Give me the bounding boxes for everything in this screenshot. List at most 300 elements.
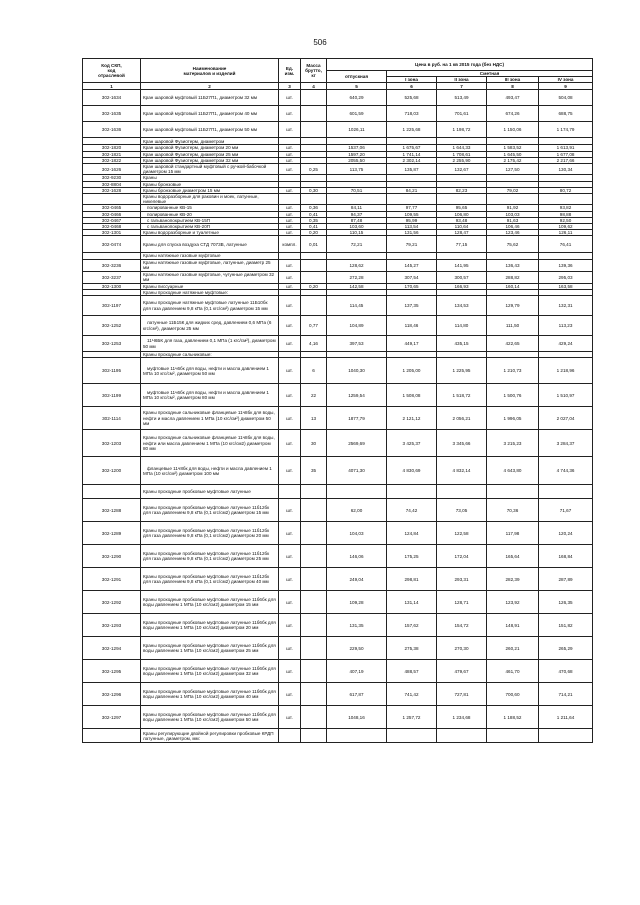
- price-release-cell: 128,62: [327, 259, 387, 271]
- price-zone4-cell: 168,84: [539, 545, 593, 568]
- page-number: 506: [313, 38, 327, 47]
- price-zone2-cell: 172,04: [437, 545, 487, 568]
- price-zone4-cell: 470,68: [539, 660, 593, 683]
- price-release-cell: [327, 194, 387, 205]
- name-cell: 11Ч6БК для газа, давлением 0,1 МПа (1 кгс/см²), диаметром 50 мм: [141, 336, 279, 352]
- name-cell: Краны водоразборные для раковин и моек, латунные, никелевые: [141, 194, 279, 205]
- price-zone1-cell: 145,27: [387, 259, 437, 271]
- unit-cell: шт.: [279, 660, 301, 683]
- price-release-cell: 617,87: [327, 683, 387, 706]
- price-zone3-cell: 422,65: [487, 336, 539, 352]
- table-row: [83, 122, 593, 138]
- table-row: [83, 706, 593, 729]
- col-number: 3: [279, 83, 301, 90]
- price-zone1-cell: 79,21: [387, 236, 437, 253]
- mass-cell: [301, 485, 327, 499]
- mass-cell: [301, 522, 327, 545]
- price-zone4-cell: 1 174,79: [539, 122, 593, 138]
- price-zone3-cell: 123,92: [487, 591, 539, 614]
- price-zone2-cell: 110,64: [437, 224, 487, 230]
- price-release-cell: 110,15: [327, 230, 387, 236]
- price-zone2-cell: 270,30: [437, 637, 487, 660]
- col-number: 8: [487, 83, 539, 90]
- code-cell: 302-1821: [83, 151, 141, 157]
- code-cell: 302-1199: [83, 384, 141, 407]
- price-zone2-cell: 1 234,68: [437, 706, 487, 729]
- unit-cell: шт.: [279, 683, 301, 706]
- price-zone1-cell: 3 425,37: [387, 430, 437, 457]
- table-row: [83, 522, 593, 545]
- mass-cell: [301, 683, 327, 706]
- name-cell: Кран шаровой муфтовый 11Б27П1, диаметром 32 мм: [141, 90, 279, 106]
- unit-cell: [279, 194, 301, 205]
- price-zone4-cell: 295,03: [539, 271, 593, 283]
- unit-cell: шт.: [279, 106, 301, 122]
- price-release-cell: 72,21: [327, 236, 387, 253]
- unit-cell: шт.: [279, 217, 301, 223]
- code-cell: 302-1295: [83, 660, 141, 683]
- price-zone2-cell: 2 255,90: [437, 157, 487, 163]
- table-row: [83, 457, 593, 485]
- price-release-cell: 87,48: [327, 217, 387, 223]
- mass-cell: 0,77: [301, 316, 327, 336]
- mass-cell: [301, 90, 327, 106]
- table-row: [83, 164, 593, 175]
- price-release-cell: 1877,79: [327, 407, 387, 430]
- price-zone4-cell: 4 744,36: [539, 457, 593, 485]
- price-zone3-cell: 288,82: [487, 271, 539, 283]
- code-cell: [83, 485, 141, 499]
- price-zone2-cell: 2 056,21: [437, 407, 487, 430]
- price-zone4-cell: 688,75: [539, 106, 593, 122]
- table-row: [83, 316, 593, 336]
- price-zone3-cell: 1 996,05: [487, 407, 539, 430]
- price-zone1-cell: 109,55: [387, 211, 437, 217]
- name-cell: Краны проходные пробковые муфтовые латунные 11б6бк для воды давлением 1 МПа (10 кгс/см2) диаметром 25 мм: [141, 637, 279, 660]
- price-zone2-cell: 128,71: [437, 591, 487, 614]
- unit-cell: шт.: [279, 545, 301, 568]
- price-zone4-cell: 1 218,96: [539, 358, 593, 384]
- price-zone1-cell: 1 225,68: [387, 122, 437, 138]
- table-row: [83, 485, 593, 499]
- table-row: [83, 106, 593, 122]
- name-cell: Кран шаровой Фузиотерм, диаметром 20 мм: [141, 145, 279, 151]
- price-release-cell: [327, 485, 387, 499]
- table-row: [83, 683, 593, 706]
- table-row: [83, 138, 593, 145]
- price-zone2-cell: [437, 485, 487, 499]
- mass-cell: [301, 106, 327, 122]
- price-zone3-cell: 91,92: [487, 205, 539, 211]
- price-zone2-cell: 1 198,72: [437, 122, 487, 138]
- mass-cell: [301, 122, 327, 138]
- price-zone3-cell: 1 150,06: [487, 122, 539, 138]
- name-cell: Краны натяжные газовые муфтовые: [141, 253, 279, 259]
- table-row: [83, 90, 593, 106]
- name-cell: Краны проходные сальниковые фланцевые 11ч8бк для воды, нефти и масла давлением 1 МПа (10 кгс/см²) диаметром 50 мм: [141, 407, 279, 430]
- price-release-cell: 146,06: [327, 545, 387, 568]
- name-cell: муфтовые 11ч6бк для воды, нефти и масла давлением 1 МПа 10 кгс/см², диаметром 50 мм: [141, 358, 279, 384]
- price-zone3-cell: [487, 485, 539, 499]
- code-cell: 302-3237: [83, 271, 141, 283]
- price-release-cell: 1537,06: [327, 145, 387, 151]
- header-zone-1: I зона: [387, 77, 437, 83]
- price-release-cell: 272,28: [327, 271, 387, 283]
- name-cell: с гальванопокрытием КВ-20П: [141, 224, 279, 230]
- mass-cell: 22: [301, 384, 327, 407]
- table-row: [83, 194, 593, 205]
- code-cell: 302-1114: [83, 407, 141, 430]
- price-zone2-cell: 513,49: [437, 90, 487, 106]
- unit-cell: шт.: [279, 430, 301, 457]
- price-zone4-cell: 151,82: [539, 614, 593, 637]
- price-release-cell: 407,19: [327, 660, 387, 683]
- name-cell: Краны проходные пробковые муфтовые латунные 11б6бк для воды давлением 1 МПа (10 кгс/см2) диаметром 20 мм: [141, 614, 279, 637]
- price-zone1-cell: 741,42: [387, 683, 437, 706]
- price-zone4-cell: 71,67: [539, 499, 593, 522]
- code-cell: 302-1635: [83, 106, 141, 122]
- table-row: [83, 729, 593, 743]
- price-zone4-cell: 126,35: [539, 591, 593, 614]
- price-zone3-cell: 91,63: [487, 217, 539, 223]
- mass-cell: 35: [301, 457, 327, 485]
- price-zone2-cell: 95,65: [437, 205, 487, 211]
- price-zone3-cell: [487, 729, 539, 743]
- price-zone1-cell: 137,35: [387, 296, 437, 316]
- unit-cell: шт.: [279, 316, 301, 336]
- unit-cell: шт.: [279, 271, 301, 283]
- code-cell: 302-1292: [83, 591, 141, 614]
- mass-cell: [301, 729, 327, 743]
- price-zone3-cell: 674,26: [487, 106, 539, 122]
- price-zone3-cell: [487, 138, 539, 145]
- price-zone1-cell: 97,77: [387, 205, 437, 211]
- price-release-cell: 104,89: [327, 316, 387, 336]
- price-zone1-cell: 1 205,00: [387, 358, 437, 384]
- code-cell: 302-0465: [83, 205, 141, 211]
- mass-cell: 0,20: [301, 283, 327, 289]
- unit-cell: компл.: [279, 236, 301, 253]
- unit-cell: шт.: [279, 499, 301, 522]
- header-name: Наименование материалов и изделий: [141, 59, 279, 83]
- price-zone3-cell: 165,64: [487, 545, 539, 568]
- name-cell: с гальванопокрытием КВ-15П: [141, 217, 279, 223]
- price-zone2-cell: [437, 194, 487, 205]
- price-zone3-cell: 282,39: [487, 568, 539, 591]
- unit-cell: шт.: [279, 296, 301, 316]
- price-release-cell: 70,51: [327, 187, 387, 193]
- price-zone3-cell: 2 175,42: [487, 157, 539, 163]
- price-zone4-cell: 1 510,97: [539, 384, 593, 407]
- name-cell: Краны натяжные газовые муфтовые, латунные, диаметр 25 мм: [141, 259, 279, 271]
- unit-cell: шт.: [279, 591, 301, 614]
- unit-cell: шт.: [279, 358, 301, 384]
- unit-cell: [279, 729, 301, 743]
- price-zone3-cell: 75,62: [487, 236, 539, 253]
- price-release-cell: 114,45: [327, 296, 387, 316]
- header-estimate: Сметная: [387, 71, 593, 77]
- price-zone1-cell: 298,81: [387, 568, 437, 591]
- mass-cell: 6: [301, 358, 327, 384]
- col-number: 5: [327, 83, 387, 90]
- table-row: [83, 384, 593, 407]
- col-number: 6: [387, 83, 437, 90]
- name-cell: Кран шаровой Фузиотерм, диаметром: [141, 138, 279, 145]
- name-cell: полированные КВ-15: [141, 205, 279, 211]
- code-cell: 302-1288: [83, 499, 141, 522]
- code-cell: 302-1626: [83, 164, 141, 175]
- price-zone4-cell: 130,34: [539, 164, 593, 175]
- price-zone4-cell: 287,89: [539, 568, 593, 591]
- unit-cell: шт.: [279, 259, 301, 271]
- price-zone2-cell: 128,47: [437, 230, 487, 236]
- name-cell: Краны проходные пробковые муфтовые латунные: [141, 485, 279, 499]
- mass-cell: [301, 614, 327, 637]
- price-zone2-cell: 141,95: [437, 259, 487, 271]
- price-zone3-cell: [487, 194, 539, 205]
- price-zone1-cell: 113,54: [387, 224, 437, 230]
- code-cell: 302-1293: [83, 614, 141, 637]
- code-cell: 302-1294: [83, 637, 141, 660]
- price-zone4-cell: 163,58: [539, 283, 593, 289]
- mass-cell: 0,20: [301, 230, 327, 236]
- price-zone1-cell: 307,54: [387, 271, 437, 283]
- price-release-cell: 397,53: [327, 336, 387, 352]
- price-zone2-cell: 435,15: [437, 336, 487, 352]
- mass-cell: [301, 637, 327, 660]
- price-zone2-cell: 154,72: [437, 614, 487, 637]
- name-cell: Краны проходные сальниковые:: [141, 352, 279, 358]
- price-zone3-cell: 493,47: [487, 90, 539, 106]
- price-zone4-cell: 1 211,64: [539, 706, 593, 729]
- name-cell: муфтовые 11ч6бк для воды, нефти и масла давлением 1 МПа 10 кгс/см², диаметром 80 мм: [141, 384, 279, 407]
- unit-cell: шт.: [279, 230, 301, 236]
- table-row: [83, 336, 593, 352]
- price-zone2-cell: 300,57: [437, 271, 487, 283]
- price-zone4-cell: 1 613,91: [539, 145, 593, 151]
- price-release-cell: 109,28: [327, 591, 387, 614]
- price-zone2-cell: [437, 729, 487, 743]
- price-zone2-cell: 479,67: [437, 660, 487, 683]
- table-row: [83, 614, 593, 637]
- name-cell: Краны проходные сальниковые фланцевые 11ч8бк для воды, нефти или масла давлением 1 МПа (10 кгс/см2) диаметром 80 мм: [141, 430, 279, 457]
- price-zone2-cell: 134,53: [437, 296, 487, 316]
- price-zone2-cell: 1 708,61: [437, 151, 487, 157]
- name-cell: Краны проходные пробковые муфтовые латунные 11б6бк для воды давлением 1 МПа (10 кгс/см2) диаметром 15 мм: [141, 591, 279, 614]
- name-cell: латунные 11Б15К для жидких сред, давлением 0,6 МПа (6 кгс/см²), диаметром 25 мм: [141, 316, 279, 336]
- unit-cell: шт.: [279, 568, 301, 591]
- mass-cell: 0,25: [301, 164, 327, 175]
- price-zone3-cell: 1 210,73: [487, 358, 539, 384]
- price-zone4-cell: 2 217,66: [539, 157, 593, 163]
- header-unit: Ед. изм.: [279, 59, 301, 83]
- mass-cell: 30: [301, 430, 327, 457]
- code-cell: 302-1252: [83, 316, 141, 336]
- mass-cell: 0,35: [301, 217, 327, 223]
- unit-cell: шт.: [279, 614, 301, 637]
- unit-cell: шт.: [279, 224, 301, 230]
- price-zone2-cell: 132,67: [437, 164, 487, 175]
- price-zone4-cell: 139,36: [539, 259, 593, 271]
- mass-cell: 0,30: [301, 187, 327, 193]
- unit-cell: [279, 485, 301, 499]
- unit-cell: [279, 138, 301, 145]
- price-release-cell: 2569,69: [327, 430, 387, 457]
- price-zone3-cell: 1 583,52: [487, 145, 539, 151]
- code-cell: 302-1628: [83, 187, 141, 193]
- code-cell: 302-1297: [83, 706, 141, 729]
- price-zone4-cell: 80,72: [539, 187, 593, 193]
- code-cell: 302-1291: [83, 568, 141, 591]
- price-zone2-cell: 122,58: [437, 522, 487, 545]
- name-cell: Краны проходные натяжные муфтовые латунные 11Б10бк для газа давлением 9,8 кПа (0,1 кгс/см²) диаметром 15 мм: [141, 296, 279, 316]
- unit-cell: шт.: [279, 164, 301, 175]
- price-zone2-cell: 293,31: [437, 568, 487, 591]
- price-release-cell: 1040,30: [327, 358, 387, 384]
- name-cell: Краны проходные пробковые муфтовые латунные 11б6бк для воды давлением 1 МПа (10 кгс/см2) диаметром 50 мм: [141, 706, 279, 729]
- price-release-cell: 1259,54: [327, 384, 387, 407]
- price-zone3-cell: 127,50: [487, 164, 539, 175]
- code-cell: 302-0466: [83, 211, 141, 217]
- price-zone3-cell: 1 645,50: [487, 151, 539, 157]
- unit-cell: шт.: [279, 151, 301, 157]
- price-zone1-cell: [387, 485, 437, 499]
- price-zone1-cell: 1 675,67: [387, 145, 437, 151]
- price-zone2-cell: 114,80: [437, 316, 487, 336]
- unit-cell: шт.: [279, 211, 301, 217]
- price-zone3-cell: 461,70: [487, 660, 539, 683]
- code-cell: [83, 194, 141, 205]
- price-zone3-cell: 103,03: [487, 211, 539, 217]
- header-code: Код СКП, код отраслевой: [83, 59, 141, 83]
- price-zone1-cell: 449,17: [387, 336, 437, 352]
- mass-cell: [301, 194, 327, 205]
- code-cell: 302-1200: [83, 457, 141, 485]
- table-row: [83, 236, 593, 253]
- price-table: [82, 58, 593, 743]
- code-cell: 302-1301: [83, 230, 141, 236]
- table-row: [83, 591, 593, 614]
- code-cell: 302-1822: [83, 157, 141, 163]
- code-cell: 302-1203: [83, 430, 141, 457]
- price-zone2-cell: 166,93: [437, 283, 487, 289]
- price-release-cell: 2055,50: [327, 157, 387, 163]
- price-zone3-cell: 160,14: [487, 283, 539, 289]
- price-zone1-cell: 74,42: [387, 499, 437, 522]
- price-zone1-cell: 525,68: [387, 90, 437, 106]
- price-zone2-cell: 106,80: [437, 211, 487, 217]
- name-cell: Краны: [141, 175, 279, 181]
- code-cell: 302-0467: [83, 217, 141, 223]
- price-zone3-cell: 3 215,23: [487, 430, 539, 457]
- price-zone4-cell: 76,41: [539, 236, 593, 253]
- price-zone1-cell: 84,21: [387, 187, 437, 193]
- mass-cell: 0,41: [301, 211, 327, 217]
- code-cell: 302-1820: [83, 145, 141, 151]
- price-zone1-cell: 2 121,12: [387, 407, 437, 430]
- unit-cell: шт.: [279, 457, 301, 485]
- mass-cell: [301, 706, 327, 729]
- price-zone4-cell: 1 677,08: [539, 151, 593, 157]
- unit-cell: шт.: [279, 90, 301, 106]
- table-row: [83, 430, 593, 457]
- price-zone2-cell: 77,15: [437, 236, 487, 253]
- price-zone4-cell: 120,24: [539, 522, 593, 545]
- header-mass: Масса брутто, кг: [301, 59, 327, 83]
- price-release-cell: 640,29: [327, 90, 387, 106]
- code-cell: 302-1195: [83, 358, 141, 384]
- mass-cell: 13: [301, 407, 327, 430]
- price-zone1-cell: 135,87: [387, 164, 437, 175]
- table-row: [83, 271, 593, 283]
- price-zone4-cell: 93,82: [539, 205, 593, 211]
- code-cell: 302-1289: [83, 522, 141, 545]
- header-zone-4: IV зона: [539, 77, 593, 83]
- price-release-cell: 131,35: [327, 614, 387, 637]
- unit-cell: шт.: [279, 384, 301, 407]
- price-zone1-cell: [387, 194, 437, 205]
- price-zone4-cell: 714,21: [539, 683, 593, 706]
- price-release-cell: 84,11: [327, 205, 387, 211]
- price-zone1-cell: 1 508,08: [387, 384, 437, 407]
- mass-cell: 4,16: [301, 336, 327, 352]
- unit-cell: шт.: [279, 706, 301, 729]
- price-zone3-cell: 106,46: [487, 224, 539, 230]
- table-row: [83, 259, 593, 271]
- name-cell: Краны проходные пробковые муфтовые латунные 11б6бк для воды давлением 1 МПа (10 кгс/см2) диаметром 40 мм: [141, 683, 279, 706]
- price-zone4-cell: 132,31: [539, 296, 593, 316]
- name-cell: Краны водоразборные и туалетные: [141, 230, 279, 236]
- price-zone1-cell: 175,25: [387, 545, 437, 568]
- price-zone4-cell: [539, 729, 593, 743]
- name-cell: полированные КВ-20: [141, 211, 279, 217]
- price-release-cell: 94,37: [327, 211, 387, 217]
- price-zone1-cell: 4 830,69: [387, 457, 437, 485]
- price-zone2-cell: 701,61: [437, 106, 487, 122]
- price-zone2-cell: 73,05: [437, 499, 487, 522]
- code-cell: 302-0474: [83, 236, 141, 253]
- name-cell: Краны проходные пробковые муфтовые латунные 11б12бк для газа давлением 9,8 кПа (0,1 кгс/см2) диаметром 15 мм: [141, 499, 279, 522]
- code-cell: 302-1290: [83, 545, 141, 568]
- table-row: [83, 358, 593, 384]
- code-cell: [83, 138, 141, 145]
- price-zone4-cell: [539, 485, 593, 499]
- table-row: [83, 637, 593, 660]
- code-cell: 302-8804: [83, 181, 141, 187]
- code-cell: 302-1197: [83, 296, 141, 316]
- mass-cell: [301, 568, 327, 591]
- price-zone1-cell: 131,56: [387, 230, 437, 236]
- name-cell: Краны проходные пробковые муфтовые латунные 11б12бк для газа давлением 9,8 кПа (0,1 кгс/см2) диаметром 20 мм: [141, 522, 279, 545]
- price-zone4-cell: [539, 138, 593, 145]
- unit-cell: шт.: [279, 145, 301, 151]
- unit-cell: шт.: [279, 187, 301, 193]
- name-cell: Краны регулирующие двойной регулировки пробковые КРДП латунные, диаметром, мм:: [141, 729, 279, 743]
- price-release-cell: 229,50: [327, 637, 387, 660]
- code-cell: 302-1300: [83, 283, 141, 289]
- table-row: [83, 545, 593, 568]
- table-row: [83, 568, 593, 591]
- price-zone1-cell: 124,84: [387, 522, 437, 545]
- column-number-row: [83, 83, 593, 90]
- name-cell: Кран шаровой муфтовый 11Б27П1, диаметром 40 мм: [141, 106, 279, 122]
- price-zone3-cell: 1 500,76: [487, 384, 539, 407]
- price-zone1-cell: 118,46: [387, 316, 437, 336]
- code-cell: 302-3236: [83, 259, 141, 271]
- unit-cell: шт.: [279, 336, 301, 352]
- col-number: 1: [83, 83, 141, 90]
- price-zone4-cell: 429,24: [539, 336, 593, 352]
